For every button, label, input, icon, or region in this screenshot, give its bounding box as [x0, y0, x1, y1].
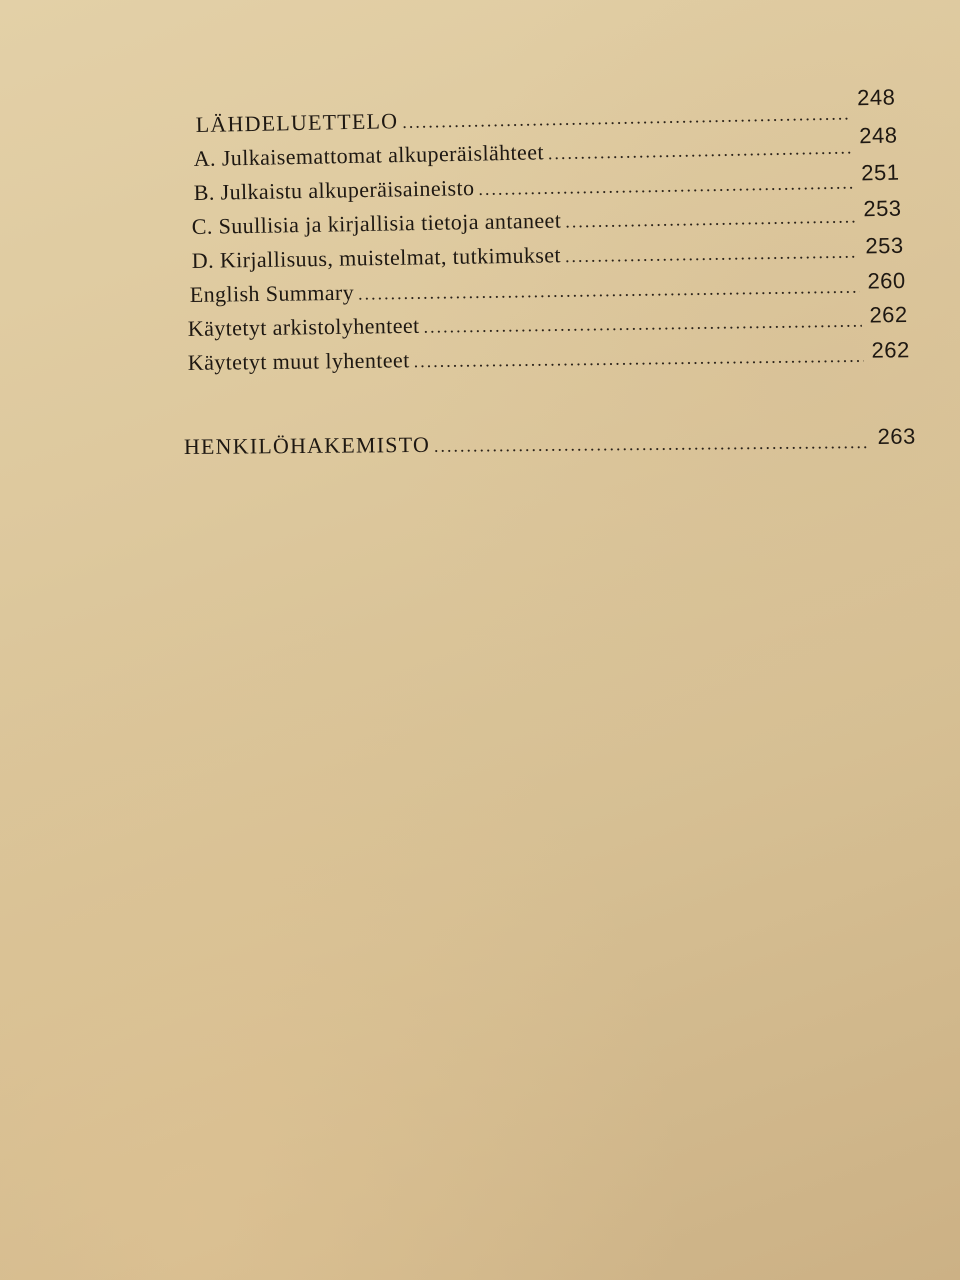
dot-leader	[478, 172, 853, 200]
toc-page-number: 253	[865, 232, 904, 259]
dot-leader	[548, 137, 852, 164]
dot-leader	[358, 277, 860, 305]
toc-page-number: 260	[867, 268, 906, 294]
dot-leader	[434, 432, 870, 457]
toc-page-number: 262	[871, 337, 910, 363]
toc-page-number: 253	[863, 195, 902, 222]
dot-leader	[402, 103, 850, 133]
toc-page-number: 248	[856, 84, 896, 111]
toc-entry	[187, 337, 910, 376]
toc-entry-label: A. Julkaisemattomat alkuperäislähteet	[193, 139, 545, 172]
dot-leader	[423, 311, 861, 338]
toc-entry	[193, 159, 900, 206]
toc-page-number: 262	[869, 301, 908, 328]
toc-entry	[187, 301, 908, 342]
dot-leader	[414, 346, 864, 372]
dot-leader	[565, 206, 856, 232]
toc-entry	[189, 268, 906, 308]
toc-heading-label: LÄHDELUETTELO	[195, 108, 399, 138]
toc-heading-person-index	[183, 423, 916, 460]
toc-entry-label: Käytetyt arkistolyhenteet	[187, 312, 420, 342]
toc-entry-label: C. Suullisia ja kirjallisia tietoja antaneet	[191, 207, 562, 240]
toc-heading-label: HENKILÖHAKEMISTO	[183, 431, 431, 460]
toc-entry-label: B. Julkaistu alkuperäisaineisto	[193, 175, 475, 206]
dot-leader	[565, 242, 858, 268]
toc-heading-source-list	[195, 84, 896, 138]
toc-page-number: 251	[861, 159, 900, 186]
toc-entry-label: English Summary	[189, 279, 355, 308]
toc-entry	[191, 195, 902, 240]
toc-page-number: 248	[858, 122, 898, 149]
toc-entry	[191, 232, 904, 274]
toc-page-number: 263	[877, 423, 916, 449]
toc-entry-label: Käytetyt muut lyhenteet	[187, 347, 410, 376]
toc-entry-label: D. Kirjallisuus, muistelmat, tutkimukset	[191, 242, 562, 274]
